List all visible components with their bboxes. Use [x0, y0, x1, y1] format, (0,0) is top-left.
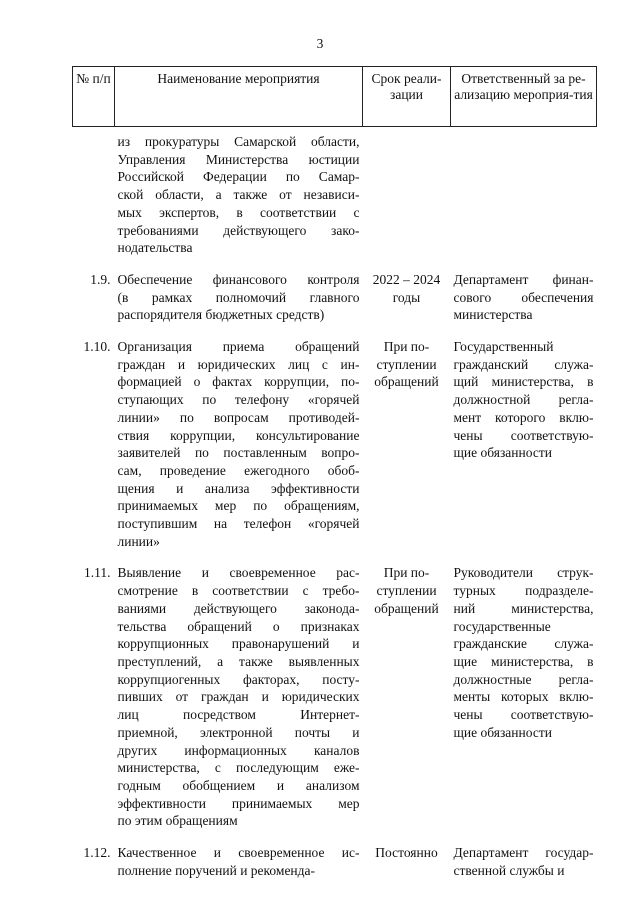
measure-name-line: формацией о фактах коррупции, по- [117, 374, 360, 390]
implementation-term-line: ступлении [376, 356, 437, 372]
measure-name-line: министерства, с последующим еже- [117, 760, 360, 776]
measure-name-line: тельства обращений о признаках [117, 618, 360, 634]
implementation-term-line: 2022 – 2024 [372, 271, 441, 287]
row-spacer [73, 830, 597, 844]
implementation-term-line: При по- [383, 565, 430, 581]
measure-name-line: приемной, электронной почты и [117, 724, 360, 740]
measure-name-line: Качественное и своевременное ис- [117, 845, 360, 861]
measure-name [115, 338, 363, 550]
row-number: 1.12. [83, 845, 111, 861]
row-spacer [73, 257, 597, 271]
measure-name-line: годным обобщением и анализом [117, 777, 360, 793]
measure-name-line: щения и анализа эффективности [117, 480, 360, 496]
responsible-party-line: щий министерства, в [453, 374, 594, 390]
implementation-term [363, 564, 451, 830]
responsible-party-line: гражданские служа- [453, 636, 594, 652]
row-number: 1.10. [83, 339, 111, 355]
responsible-party-line: турных подразделе- [453, 583, 594, 599]
measure-name-line: коррупционных правонарушений и [117, 636, 360, 652]
responsible-party-line: щие обязанности [453, 724, 552, 740]
responsible-party-line: менты которых вклю- [453, 689, 594, 705]
measure-name-line: коррупциогенных факторах, посту- [117, 671, 360, 687]
measure-name-line: поступившим на телефон «горячей [117, 516, 360, 532]
measure-name-line: заявителей по поставленным вопро- [117, 445, 360, 461]
page-number: 3 [316, 36, 324, 51]
measure-name-line: Российской Федерации по Самар- [117, 169, 360, 185]
table-row [73, 271, 597, 324]
measure-name-line: других информационных каналов [117, 742, 360, 758]
measure-name-line: требованиями действующего зако- [117, 222, 360, 238]
responsible-party-line: мент которого вклю- [453, 409, 594, 425]
measure-name-line: лиц посредством Интернет- [117, 707, 360, 723]
responsible-party-line: сового обеспечения [453, 289, 594, 305]
measure-name-line: полнение поручений и рекоменда- [117, 862, 316, 878]
responsible-party-line: чены соответствую- [453, 707, 594, 723]
measure-name [115, 127, 363, 257]
implementation-term [363, 338, 451, 550]
measure-name-line: эффективности принимаемых мер [117, 795, 360, 811]
measure-name-line: Управления Министерства юстиции [117, 151, 360, 167]
measure-name-line: Организация приема обращений [117, 339, 360, 355]
measure-name-line: из прокуратуры Самарской области, [117, 134, 360, 149]
responsible-party-line: Государственный [453, 339, 554, 355]
implementation-term-line: годы [392, 289, 421, 305]
responsible-party [451, 127, 597, 257]
responsible-party-line: должностные регла- [453, 671, 594, 687]
row-spacer [73, 550, 597, 564]
measure-name-line: пивших от граждан и юридических [117, 689, 360, 705]
table-row [73, 844, 597, 879]
responsible-party-line: щие обязанности [453, 445, 552, 461]
measure-name-line: ступающих по телефону «горячей [117, 392, 360, 408]
responsible-party-line: государственные [453, 618, 551, 634]
table-row [73, 338, 597, 550]
measure-name-line: ваниями действующего законода- [117, 600, 360, 616]
responsible-party-line: гражданский служа- [453, 356, 594, 372]
header-name: Наименование мероприятия [115, 67, 363, 127]
measure-name [115, 564, 363, 830]
implementation-term [363, 127, 451, 257]
measure-name-line: линии» по вопросам противодей- [117, 409, 360, 425]
responsible-party-line: чены соответствую- [453, 427, 594, 443]
implementation-term-line: обращений [374, 600, 439, 616]
implementation-term [363, 271, 451, 324]
measure-name-line: принимаемых мер по обращениям, [117, 498, 360, 514]
measure-name-line: (в рамках полномочий главного [117, 289, 360, 305]
implementation-term-line: Постоянно [375, 845, 438, 861]
responsible-party-line: ственной службы и [453, 862, 565, 878]
measure-name-line: по этим обращениям [117, 813, 238, 829]
responsible-party-line: министерства [453, 307, 533, 323]
responsible-party [451, 844, 597, 879]
measure-name-line: Обеспечение финансового контроля [117, 271, 360, 287]
implementation-term-line: обращений [374, 374, 439, 390]
measure-name-line: граждан и юридических лиц с ин- [117, 356, 360, 372]
implementation-term [363, 844, 451, 879]
row-number: 1.9. [90, 271, 111, 287]
measure-name [115, 271, 363, 324]
measure-name-line: ской области, а также от независи- [117, 187, 360, 203]
table-row [73, 127, 597, 257]
responsible-party [451, 338, 597, 550]
row-number: 1.11. [84, 565, 111, 581]
table-row [73, 564, 597, 830]
implementation-term-line: ступлении [376, 583, 437, 599]
responsible-party-line: Руководители струк- [453, 565, 594, 581]
responsible-party [451, 271, 597, 324]
header-num: № п/п [73, 67, 115, 127]
responsible-party-line: Департамент государ- [453, 845, 594, 861]
measure-name-line: смотрение в соответствии с требо- [117, 583, 360, 599]
table-body [73, 127, 597, 880]
measure-name-line: распорядителя бюджетных средств) [117, 307, 325, 323]
measure-name-line: сам, проведение ежегодного обоб- [117, 462, 360, 478]
measure-name-line: Выявление и своевременное рас- [117, 565, 360, 581]
measure-name-line: мых экспертов, в соответствии с [117, 204, 360, 220]
measure-name-line: преступлений, а также выявленных [117, 653, 360, 669]
responsible-party-line: ний министерства, [453, 600, 594, 616]
responsible-party-line: Департамент финан- [453, 271, 594, 287]
measure-name-line: линии» [117, 533, 160, 549]
measures-table [72, 66, 597, 879]
measure-name [115, 844, 363, 879]
header-term: Срок реали-зации [363, 67, 451, 127]
table-header-row [73, 67, 597, 127]
row-number [73, 127, 115, 257]
measure-name-line: ствия коррупции, консультирование [117, 427, 360, 443]
responsible-party [451, 564, 597, 830]
implementation-term-line: При по- [383, 339, 430, 355]
header-responsible: Ответственный за ре-ализацию мероприя-тия [451, 67, 597, 127]
measure-name-line: нодательства [117, 240, 193, 256]
row-spacer [73, 324, 597, 338]
responsible-party-line: должностной регла- [453, 392, 594, 408]
responsible-party-line: щие министерства, в [453, 653, 594, 669]
